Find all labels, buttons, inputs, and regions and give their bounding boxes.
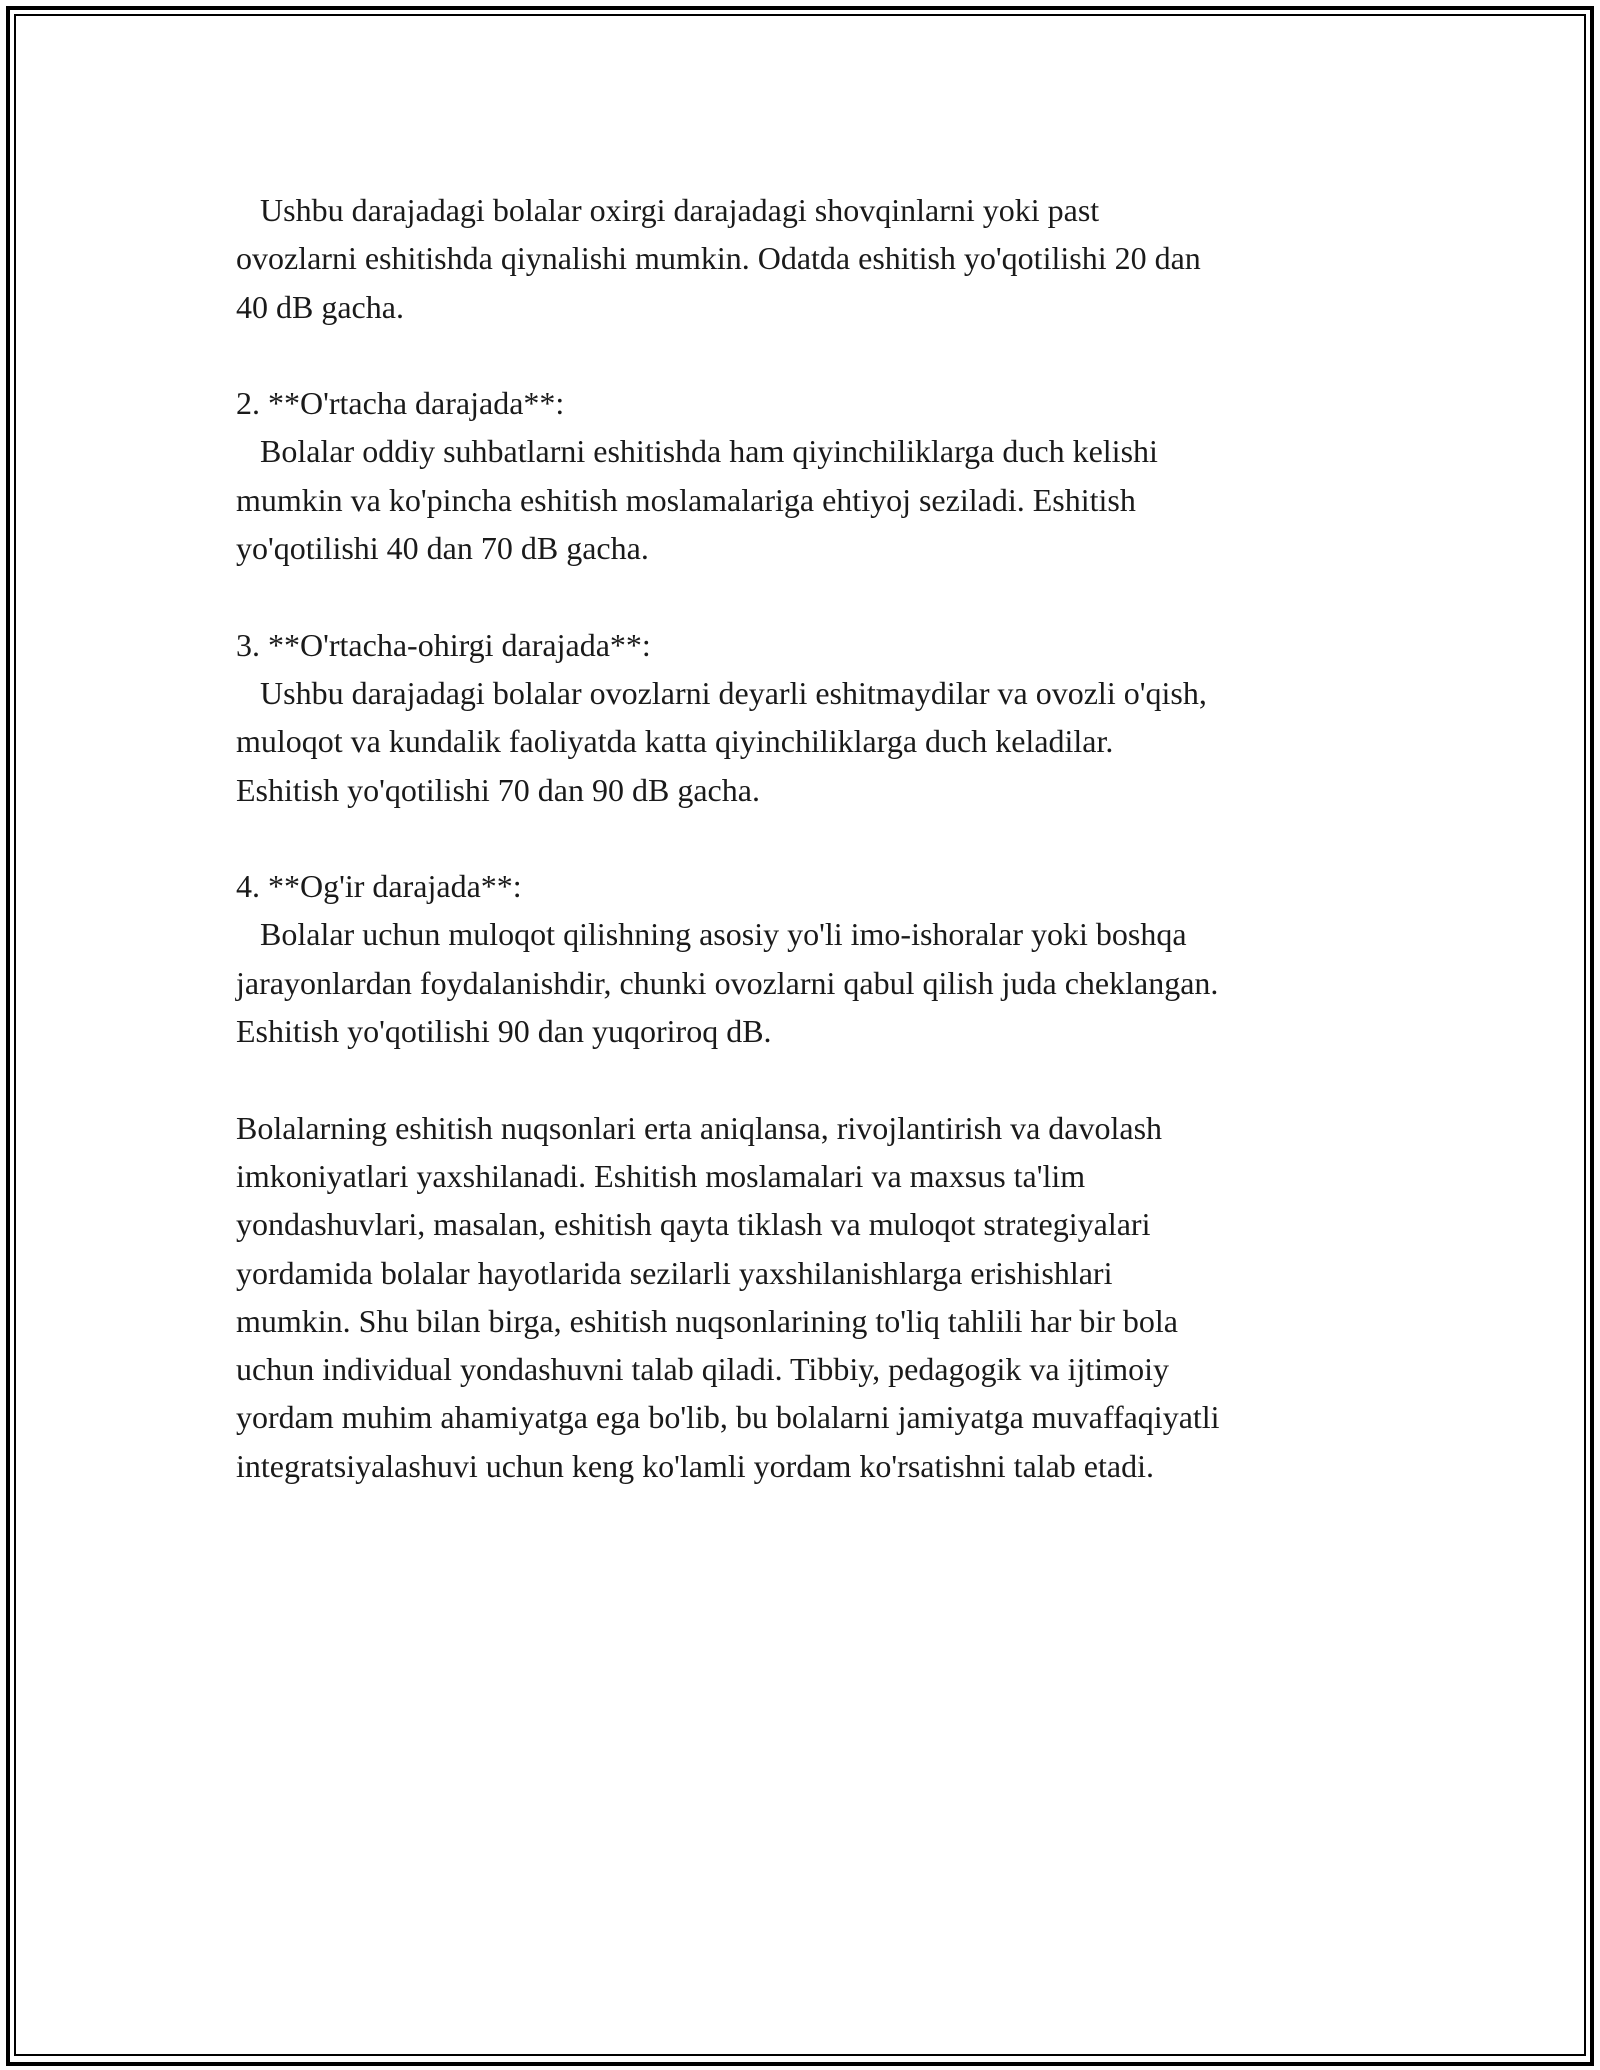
text-line: jarayonlardan foydalanishdir, chunki ovozlarni qabul qilish juda cheklangan.: [236, 964, 1219, 1001]
paragraph-level-2: [236, 379, 1386, 572]
text-line: Bolalarning eshitish nuqsonlari erta aniqlansa, rivojlantirish va davolash: [236, 1109, 1163, 1146]
text-line: Eshitish yo'qotilishi 90 dan yuqoriroq dB.: [236, 1013, 772, 1050]
text-line: Ushbu darajadagi bolalar oxirgi darajadagi shovqinlarni yoki past: [236, 192, 1100, 228]
text-line: Bolalar oddiy suhbatlarni eshitishda ham qiyinchiliklarga duch kelishi: [236, 433, 1158, 470]
paragraph-level-4: [236, 862, 1386, 1055]
text-line: yo'qotilishi 40 dan 70 dB gacha.: [236, 530, 649, 567]
document-body: [236, 186, 1386, 1490]
paragraph-conclusion: [236, 1104, 1386, 1490]
text-line: imkoniyatlari yaxshilanadi. Eshitish moslamalari va maxsus ta'lim: [236, 1157, 1086, 1194]
paragraph-level-1-description: [236, 186, 1386, 331]
paragraph-spacer: [236, 572, 1386, 620]
text-line: uchun individual yondashuvni talab qiladi. Tibbiy, pedagogik va ijtimoiy: [236, 1351, 1169, 1388]
text-line: muloqot va kundalik faoliyatda katta qiyinchiliklarga duch keladilar.: [236, 723, 1114, 760]
text-line: yondashuvlari, masalan, eshitish qayta tiklash va muloqot strategiyalari: [236, 1206, 1151, 1243]
list-item-heading: 2. **O'rtacha darajada**:: [236, 385, 565, 422]
paragraph-spacer: [236, 1055, 1386, 1103]
text-line: mumkin. Shu bilan birga, eshitish nuqsonlarining to'liq tahlili har bir bola: [236, 1302, 1178, 1339]
text-line: Eshitish yo'qotilishi 70 dan 90 dB gacha.: [236, 771, 760, 808]
list-item-heading: 4. **Og'ir darajada**:: [236, 868, 522, 905]
paragraph-spacer: [236, 331, 1386, 379]
text-line: integratsiyalashuvi uchun keng ko'lamli yordam ko'rsatishni talab etadi.: [236, 1447, 1154, 1484]
paragraph-spacer: [236, 814, 1386, 862]
text-line: yordam muhim ahamiyatga ega bo'lib, bu bolalarni jamiyatga muvaffaqiyatli: [236, 1399, 1220, 1436]
text-line: Ushbu darajadagi bolalar ovozlarni deyarli eshitmaydilar va ovozli o'qish,: [236, 674, 1207, 711]
text-line: yordamida bolalar hayotlarida sezilarli yaxshilanishlarga erishishlari: [236, 1254, 1113, 1291]
text-line: 40 dB gacha.: [236, 288, 404, 325]
text-line: Bolalar uchun muloqot qilishning asosiy yo'li imo-ishoralar yoki boshqa: [236, 916, 1187, 953]
text-line: ovozlarni eshitishda qiynalishi mumkin. Odatda eshitish yo'qotilishi 20 dan: [236, 240, 1201, 277]
paragraph-level-3: [236, 621, 1386, 814]
text-line: mumkin va ko'pincha eshitish moslamalariga ehtiyoj seziladi. Eshitish: [236, 481, 1136, 518]
list-item-heading: 3. **O'rtacha-ohirgi darajada**:: [236, 626, 651, 663]
